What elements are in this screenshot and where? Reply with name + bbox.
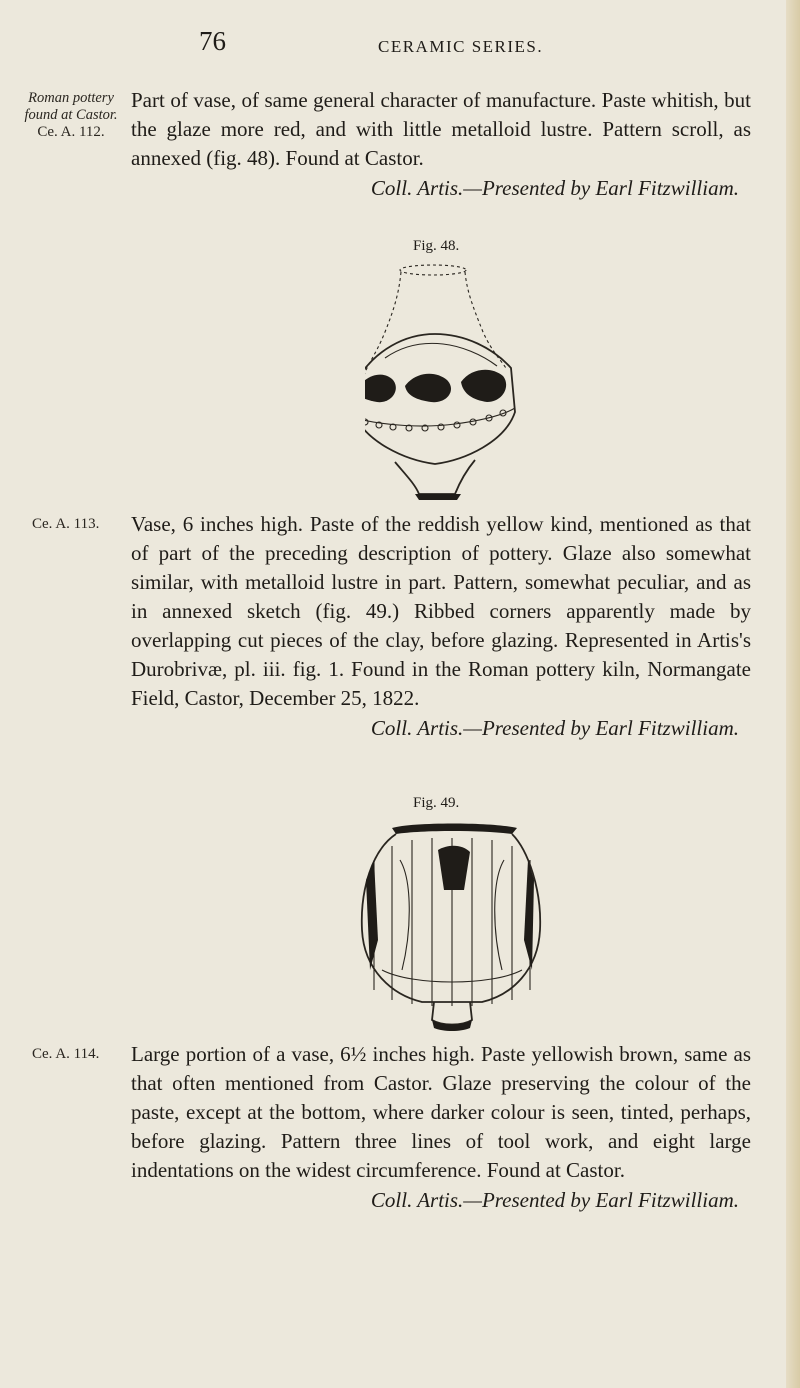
entry-text: Large portion of a vase, 6½ inches high. Paste yellowish brown, same as that often mentioned from Castor. Glaze preserving the colour of the paste, except at the bottom, where darker colour is seen, tinted, perhaps, before glazing. Pattern three lines of tool work, and eight large indentations on the widest circumference. Found at Castor. (131, 1042, 751, 1182)
figure-caption: Fig. 49. (413, 795, 460, 811)
entry-112 (131, 86, 751, 203)
entry-113 (131, 510, 751, 743)
catalogue-ref: Ce. A. 113. (32, 516, 100, 532)
entry-credit: Coll. Artis.—Presented by Earl Fitzwilliam. (370, 1188, 739, 1212)
entry-114 (131, 1040, 751, 1215)
page-header (0, 26, 800, 66)
entry-text: Vase, 6 inches high. Paste of the reddish yellow kind, mentioned as that of part of the preceding description of pottery. Glaze also somewhat similar, with metalloid lustre in part. Pattern, somewhat peculiar, and as in annexed sketch (fig. 49.) Ribbed corners apparently made by overlapping cut pieces of the clay, before glazing. Represented in Artis's Durobrivæ, pl. iii. fig. 1. Found in the Roman pottery kiln, Normangate Field, Castor, December 25, 1822. (131, 512, 751, 710)
figure-caption: Fig. 48. (413, 238, 460, 254)
catalogue-ref: Ce. A. 112. (37, 124, 105, 140)
entry-credit: Coll. Artis.—Presented by Earl Fitzwilliam. (370, 716, 739, 740)
margin-note-112 (18, 90, 124, 141)
ribbed-vase-illustration (352, 820, 552, 1038)
entry-credit: Coll. Artis.—Presented by Earl Fitzwilliam. (370, 176, 739, 200)
margin-heading: Roman pottery found at Castor. (24, 90, 118, 123)
page-number: 76 (199, 26, 226, 56)
page-edge (786, 0, 800, 1388)
running-head: CERAMIC SERIES. (378, 37, 544, 56)
margin-note-113 (32, 516, 138, 533)
vase-fragment-illustration (365, 262, 655, 506)
entry-text: Part of vase, of same general character of manufacture. Paste whitish, but the glaze more red, and with little metalloid lustre. Pattern scroll, as annexed (fig. 48). Found at Castor. (131, 88, 751, 170)
margin-note-114 (32, 1046, 138, 1063)
catalogue-ref: Ce. A. 114. (32, 1046, 100, 1062)
